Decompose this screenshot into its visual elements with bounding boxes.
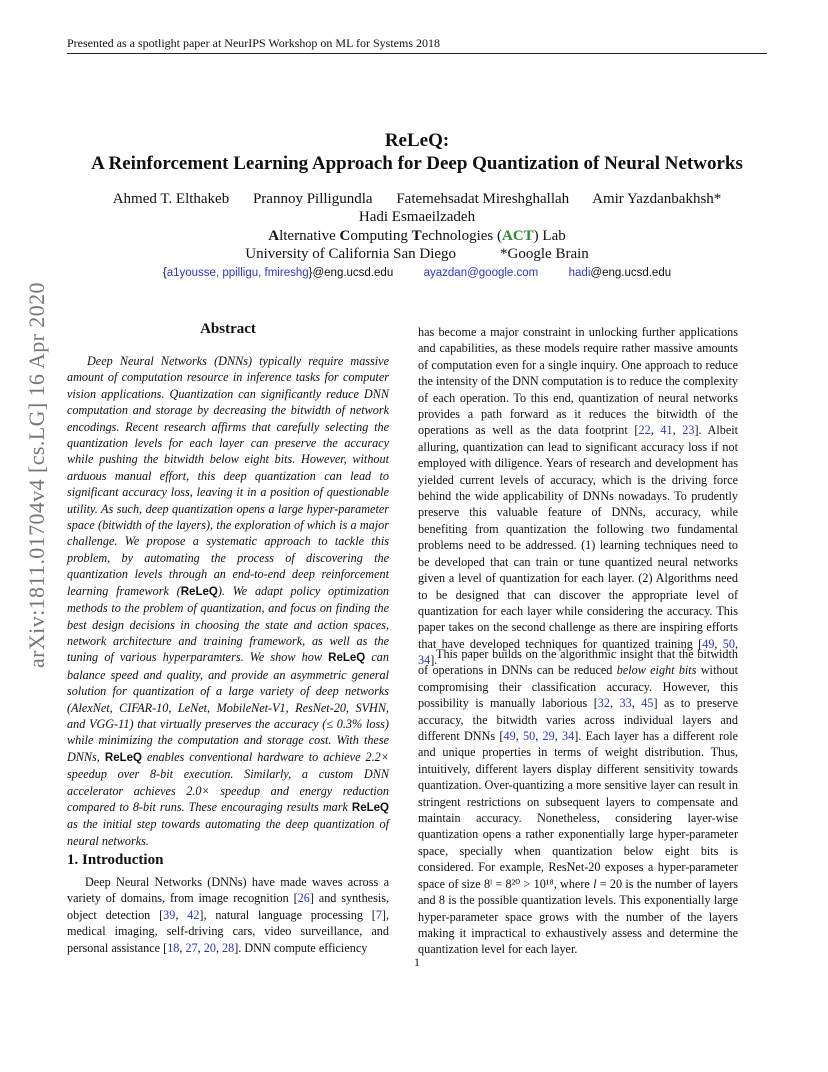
act-abbr: ACT <box>502 228 534 244</box>
email-link-ucsd[interactable]: a1yousse, ppilligu, fmireshg <box>166 267 309 279</box>
citation-link[interactable]: 45 <box>641 696 654 711</box>
author: Prannoy Pilligundla <box>252 191 373 207</box>
author: Hadi Esmaeilzadeh <box>358 209 476 225</box>
citation-link[interactable]: 33 <box>619 696 632 711</box>
citation-link[interactable]: 29 <box>542 729 555 744</box>
header-rule <box>67 53 767 54</box>
citation-link[interactable]: 32 <box>597 696 610 711</box>
citation-link[interactable]: 22 <box>638 423 651 438</box>
running-header: Presented as a spotlight paper at NeurIPS Workshop on ML for Systems 2018 <box>67 36 440 50</box>
citation-link[interactable]: 26 <box>297 891 310 906</box>
citation-link[interactable]: 50 <box>523 729 536 744</box>
citation-link[interactable]: 7 <box>375 907 382 922</box>
email-link-hadi[interactable]: hadi <box>568 267 591 279</box>
math-expression: 8ˡ = 8²⁰ > 10¹⁸ <box>484 876 554 891</box>
abstract-heading: Abstract <box>200 321 256 337</box>
citation-link[interactable]: 34 <box>562 729 575 744</box>
citation-link[interactable]: 49 <box>503 729 516 744</box>
intro-paragraph: Deep Neural Networks (DNNs) have made waves across a variety of domains, from image recognition [26] and synthesis, object detection [39, 42], natural language processing [7], medical imaging, self-driving cars, video surveillance, and personal assistance [18, 27, 20, 28]. DNN compute efficiency <box>67 875 390 955</box>
abstract-body: Deep Neural Networks (DNNs) typically require massive amount of computation resource in inference tasks for computer vision applications. Quantization can significantly reduce DNN computation and storage by decreasing the bitwidth of network encodings. Recent research affirms that carefully selecting the quantization levels for each layer can preserve the accuracy while pushing the bitwidth below eight bits. However, without arduous manual effort, this deep quantization can lead to significant accuracy loss, leaving it in a position of questionable utility. As such, deep quantization opens a large hyper-parameter space (bitwidth of the layers), the exploration of which is a major challenge. We propose a systematic approach to tackle this problem, by automating the process of discovering the quantization levels through an end-to-end deep reinforcement learning framework (ReLeQ). We adapt policy optimization methods to the problem of quantization, and focus on finding the best design decisions in choosing the state and action spaces, network architecture and training framework, as well as the tuning of various hyperparamters. We show how ReLeQ can balance speed and quality, and provide an asymmetric general solution for quantization of a large variety of deep networks (AlexNet, CIFAR-10, LeNet, MobileNet-V1, ResNet-20, SVHN, and VGG-11) that virtually preserves the accuracy (≤ 0.3% loss) while minimizing the computation and storage cost. With these DNNs, ReLeQ enables conventional hardware to achieve 2.2× speedup over 8-bit execution. Similarly, a custom DNN accelerator achieves 2.0× speedup and energy reduction compared to 8-bit runs. These encouraging results mark ReLeQ as the initial step towards automating the deep quantization of neural networks. <box>67 354 390 848</box>
affiliation-university: University of California San Diego *Google Brain <box>245 246 589 262</box>
citation-link[interactable]: 42 <box>187 907 200 922</box>
citation-link[interactable]: 27 <box>185 940 198 955</box>
author: Ahmed T. Elthakeb <box>112 191 230 207</box>
citation-link[interactable]: 18 <box>167 940 180 955</box>
email-list: {a1yousse, ppilligu, fmireshg}@eng.ucsd.edu ayazdan@google.com hadi@eng.ucsd.edu <box>162 267 672 279</box>
arxiv-stamp: arXiv:1811.01704v4 [cs.LG] 16 Apr 2020 <box>24 282 49 668</box>
citation-link[interactable]: 34 <box>418 653 431 668</box>
citation-link[interactable]: 23 <box>682 423 695 438</box>
affiliation-lab: Alternative Computing Technologies (ACT) Lab <box>268 228 566 244</box>
author: Fatemehsadat Mireshghallah <box>396 191 570 207</box>
citation-link[interactable]: 39 <box>163 907 176 922</box>
citation-link[interactable]: 20 <box>203 940 216 955</box>
email-link-google[interactable]: ayazdan@google.com <box>423 267 539 279</box>
right-column-paragraph-1: has become a major constraint in unlocking further applications and capabilities, as these models require rather massive amounts of computation even for a single inquiry. One approach to reduce the intensity of the DNN computation is to reduce the complexity of each operation. To this end, quantization of neural networks provides a path forward as it reduces the bitwidth of the operations as well as the data footprint [22, 41, 23]. Albeit alluring, quantization can lead to significant accuracy loss if not employed with diligence. Years of research and development has yielded current levels of accuracy, which is the driving force behind the wide applicability of DNNs nowadays. To prudently preserve this valuable feature of DNNs, accuracy, while benefiting from quantization the following two fundamental problems need to be addressed. (1) learning techniques need to be developed that can train or tune quantized neural networks given a level of quantization for each layer. (2) Algorithms need to be designed that can discover the appropriate level of quantization for each layer while considering the accuracy. This paper takes on the second challenge as there are inspiring efforts that have developed techniques for quantized training [49, 50, 34]. <box>418 325 739 668</box>
citation-link[interactable]: 28 <box>222 940 235 955</box>
right-column-paragraph-2: This paper builds on the algorithmic insight that the bitwidth of operations in DNNs can be reduced below eight bits without compromising their classification accuracy. However, this possibility is manually laborious [32, 33, 45] as to preserve accuracy, the bitwidth varies across individual layers and different DNNs [49, 50, 29, 34]. Each layer has a different role and unique properties in terms of weight distribution. Thus, intuitively, different layers display different sensitivity towards quantization. Over-quantizing a more sensitive layer can result in stringent restrictions on subsequent layers to compensate and maintain accuracy. Nonetheless, considering layer-wise quantization opens a rather exponentially large hyper-parameter space, specially when quantization below eight bits is considered. For example, ResNet-20 exposes a hyper-parameter space of size 8ˡ = 8²⁰ > 10¹⁸, where l = 20 is the number of layers and 8 is the possible quantization levels. This exponentially large hyper-parameter space grows with the number of the layers making it impractical to exhaustively assess and determine the quantization level for each layer. <box>418 647 739 957</box>
author: Amir Yazdanbakhsh* <box>592 191 722 207</box>
page-number: 1 <box>414 955 420 969</box>
citation-link[interactable]: 50 <box>722 636 735 651</box>
citation-link[interactable]: 41 <box>660 423 673 438</box>
section-heading-introduction: 1. Introduction <box>67 852 164 868</box>
author-list <box>67 190 767 226</box>
paper-title-line1: ReLeQ: <box>384 130 450 151</box>
citation-link[interactable]: 49 <box>702 636 715 651</box>
paper-title-line2: A Reinforcement Learning Approach for Deep Quantization of Neural Networks <box>91 153 743 174</box>
